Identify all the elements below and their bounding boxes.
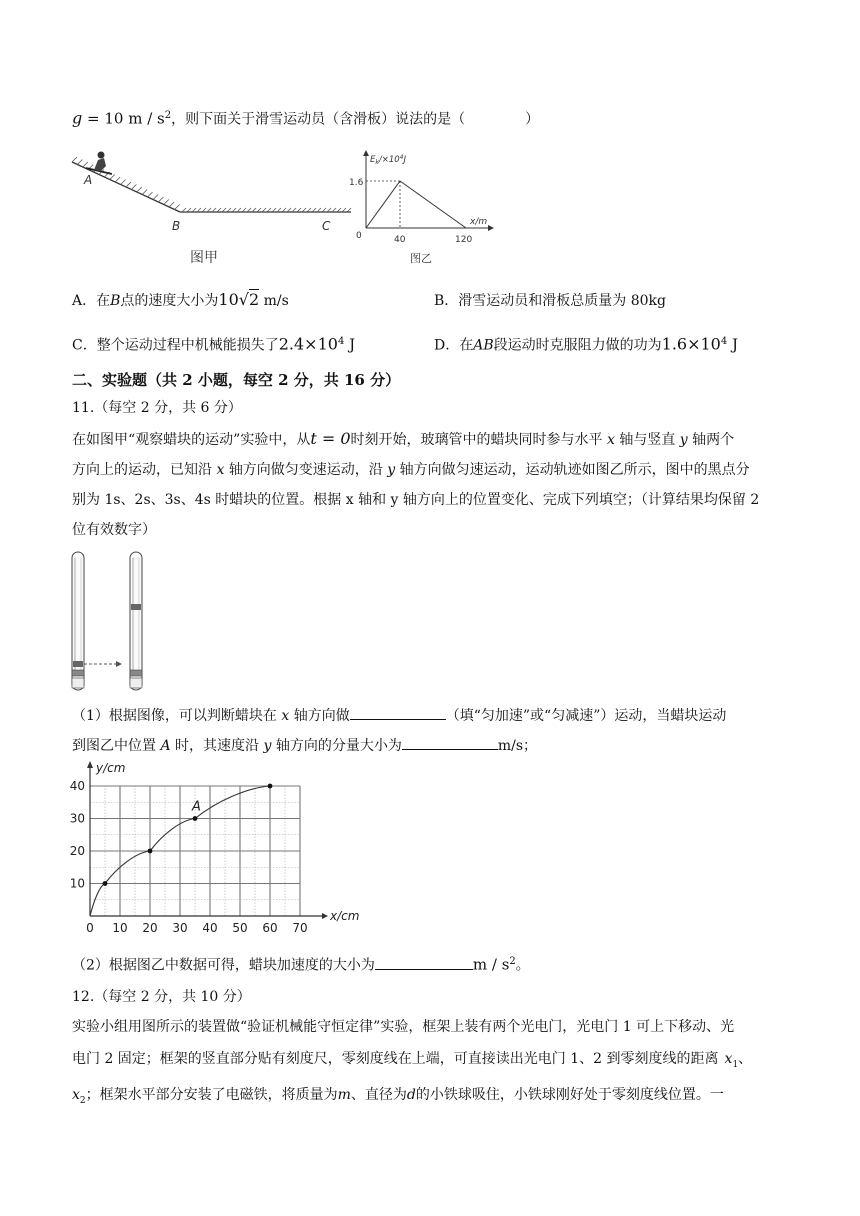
q11-sub1-c: （填“匀加速”或“匀减速”）运动，当蜡块运动: [445, 708, 727, 724]
q12-m: m: [337, 1087, 351, 1103]
option-d-value: 1.6×10: [661, 334, 721, 354]
q11-y2: y: [387, 462, 396, 478]
q12-x1: x: [724, 1051, 733, 1067]
x-axis-arrow-icon: [322, 913, 328, 919]
option-a-text: 点的速度大小为: [120, 293, 219, 309]
q11-l1-a: 在如图甲“观察蜡块的运动”实验中，从: [72, 432, 311, 448]
y-tick-label: 10: [69, 876, 85, 891]
figure-jia-slope: [68, 146, 358, 270]
q12-l3-c: 的小铁球吸住，小铁球刚好处于零刻度线位置。一: [415, 1087, 724, 1103]
option-a-unit: m/s: [259, 293, 289, 309]
q11-l1-b: 时刻开始，玻璃管中的蜡块同时参与水平: [350, 432, 603, 448]
q11-y1: y: [679, 432, 688, 448]
option-d: [434, 332, 738, 356]
trajectory-point: [103, 881, 108, 886]
option-c-text: C．整个运动过程中机械能损失了: [72, 337, 279, 354]
g-symbol: g: [72, 108, 83, 128]
option-a: [72, 290, 289, 311]
ek-y-tick: 1.6: [349, 178, 364, 188]
q11-l2-c: 轴方向做匀速运动，运动轨迹如图乙所示，图中的黑点分: [399, 462, 750, 478]
y-tick-label: 40: [69, 779, 85, 793]
q11-sub1-x: x: [281, 708, 290, 724]
q10-stem: [72, 106, 539, 130]
option-a-value: 10: [218, 290, 239, 309]
q11-sub1-line2: [72, 733, 537, 756]
option-c-value: 2.4×10: [278, 334, 338, 354]
x-tick-label: 30: [172, 921, 188, 935]
q11-sub2-exp: 2: [509, 956, 516, 967]
y-tick-label: 30: [69, 811, 85, 826]
g-equation: = 10 m / s: [82, 109, 165, 128]
q11-sub1-b: 轴方向做: [293, 708, 350, 724]
q12-x2-sub: 2: [79, 1095, 86, 1106]
fig-jia-point-b: B: [172, 219, 181, 233]
trajectory-point: [193, 816, 198, 821]
q12-header: 12.（每空 2 分，共 10 分）: [72, 989, 251, 1005]
point-a-label: A: [192, 799, 201, 815]
q11-sub2-text: （2）根据图乙中数据可得，蜡块加速度的大小为: [72, 957, 375, 974]
q12-l2-text: 电门 2 固定；框架的竖直部分贴有刻度尺，零刻度线在上端，可直接读出光电门 1、2 到零刻度线的距离: [72, 1051, 719, 1067]
ek-label-rest: /×10: [378, 155, 400, 165]
q11-sub1-a-point: A: [160, 738, 171, 754]
ek-label-unit: J: [403, 155, 407, 165]
q11-l1-c: 轴与竖直: [619, 432, 676, 448]
q11-sub2: [72, 952, 530, 976]
wax-block-2-icon: [131, 604, 141, 610]
q11-line-3: 别为 1s、2s、3s、4s 时蜡块的位置。根据 x 轴和 y 轴方向上的位置变化、完成下列填空；（计算结果均保留 2: [72, 492, 760, 508]
g-exponent: 2: [164, 110, 172, 121]
ek-x-label: x/m: [470, 217, 488, 227]
q11-l2-b: 轴方向做匀变速运动，沿: [228, 462, 383, 478]
q11-sub1-f: 轴方向的分量大小为: [275, 738, 402, 754]
q11-t0: t = 0: [310, 429, 351, 448]
answer-blank-2[interactable]: [402, 733, 498, 750]
q12-x2: x: [72, 1087, 80, 1103]
q12-l2-end: 、: [738, 1051, 753, 1067]
option-a-radicand: 2: [248, 290, 260, 309]
y-axis-label: y/cm: [96, 761, 126, 775]
y-tick-label: 20: [69, 844, 85, 858]
q12-d: d: [406, 1087, 416, 1103]
option-d-text: 段运动时克服阻力做的功为: [493, 337, 662, 354]
q12-l3-a: ；框架水平部分安装了电磁铁，将质量为: [85, 1087, 338, 1103]
ek-origin: 0: [356, 231, 362, 241]
ek-label-exp: 4: [399, 154, 404, 161]
fig-jia-point-c: C: [322, 219, 331, 233]
q11-line-4: 位有效数字）: [72, 522, 156, 538]
arrow-right-icon: [116, 661, 122, 667]
x-tick-label: 40: [202, 921, 218, 935]
q12-l3-b: 、直径为: [350, 1087, 407, 1103]
q10-stem-close: ）: [525, 111, 540, 128]
fig-jia-caption: 图甲: [190, 250, 218, 266]
section-2-title: 二、实验题（共 2 小题，每空 2 分，共 16 分）: [72, 371, 401, 389]
option-a-point: B: [110, 293, 121, 309]
y-axis-arrow-icon: [87, 761, 93, 768]
x-tick-label: 0: [86, 921, 94, 935]
answer-blank-3[interactable]: [375, 953, 473, 970]
q11-line-1: [72, 424, 794, 455]
q12-line-1: 实验小组用图所示的装置做“验证机械能守恒定律”实验，框架上装有两个光电门，光电门 1 可上下移动、光: [72, 1019, 735, 1035]
q11-x1: x: [606, 432, 615, 448]
x-tick-label: 60: [262, 921, 278, 935]
option-b: B．滑雪运动员和滑板总质量为 80kg: [434, 293, 666, 309]
q11-x2: x: [216, 462, 225, 478]
q12-x1-sub: 1: [732, 1059, 739, 1070]
trajectory-point: [268, 784, 273, 789]
x-tick-label: 50: [232, 921, 248, 935]
x-tick-label: 10: [112, 921, 128, 935]
figure-yi-ek-graph: [348, 148, 498, 268]
option-c: [72, 332, 355, 356]
sqrt-icon: √: [238, 290, 249, 309]
option-d-unit: J: [727, 335, 739, 354]
option-d-segment: AB: [473, 337, 494, 354]
q11-l1-d: 轴两个: [692, 432, 735, 448]
fig-yi-caption: 图乙: [410, 252, 432, 265]
option-c-unit: J: [344, 335, 356, 354]
option-d-exp: 4: [720, 336, 728, 347]
x-tick-label: 20: [142, 921, 158, 935]
q10-stem-text: ，则下面关于滑雪运动员（含滑板）说法的是（: [171, 111, 466, 128]
q11-l2-a: 方向上的运动，已知沿: [72, 462, 212, 478]
q11-sub1-unit: m/s；: [497, 738, 538, 754]
ek-label: E: [370, 155, 376, 165]
ek-x-tick-40: 40: [394, 235, 406, 245]
q11-sub1-line1: [72, 703, 726, 726]
q11-sub1-e: 时，其速度沿: [175, 738, 260, 754]
ek-label-sub: k: [375, 159, 379, 166]
q11-sub1-y: y: [263, 738, 272, 754]
q11-sub2-unit: m / s: [472, 955, 510, 974]
q12-line-3: [72, 1085, 724, 1111]
wax-block-icon: [73, 661, 83, 667]
q11-line-2: [72, 455, 794, 485]
answer-blank-1[interactable]: [350, 703, 446, 720]
q11-sub1-d: 到图乙中位置: [72, 738, 156, 754]
option-a-prefix: A．在: [72, 293, 111, 309]
trajectory-point: [148, 849, 153, 854]
ek-x-tick-120: 120: [455, 235, 473, 245]
q11-sub1-a: （1）根据图像，可以判断蜡块在: [72, 708, 277, 724]
fig-jia-point-a: A: [84, 173, 93, 187]
x-tick-label: 70: [292, 921, 308, 935]
q11-sub2-end: 。: [515, 957, 530, 974]
option-c-exp: 4: [337, 336, 345, 347]
q11-header: 11.（每空 2 分，共 6 分）: [72, 400, 242, 416]
trajectory-chart: [66, 758, 366, 938]
figure-glass-tubes: [66, 548, 156, 694]
q12-line-2: [72, 1049, 752, 1075]
q11-paragraph: [72, 424, 794, 545]
svg-text:Ek/×104J: [370, 154, 407, 166]
option-d-prefix: D．在: [434, 337, 474, 354]
x-axis-label: x/cm: [330, 909, 360, 923]
